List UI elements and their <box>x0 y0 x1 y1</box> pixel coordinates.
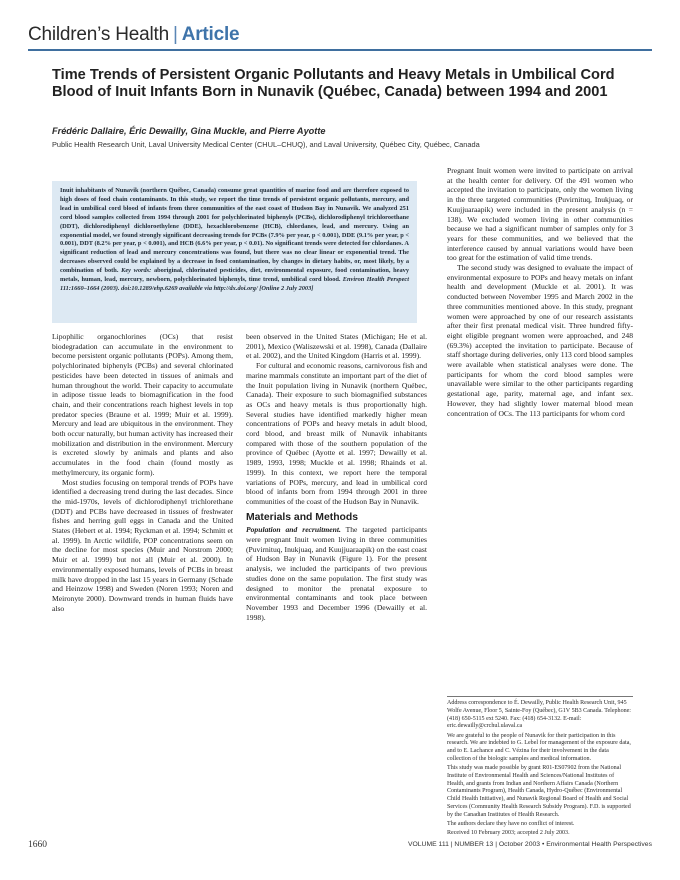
footer-journal-line: VOLUME 111 | NUMBER 13 | October 2003 • Environmental Health Perspectives <box>407 841 652 848</box>
header-rule <box>28 49 652 51</box>
footnote-funding: This study was made possible by grant R01-ES07902 from the National Institute of Environmental Health and Sciences/National Institutes of Health, and grants from Indian and Northern Affairs Canada (Northern Contaminants Program), Health Canada, Hydro-Québec (Environmental Child Health Initiative), and Nunavik Regional Board of Health and Social Services (Community Health Research Subsidy Program). F.D. is supported by the Canadian Institutes of Health Research. <box>447 765 631 818</box>
body-column-2 <box>246 332 427 622</box>
abstract-text: Inuit inhabitants of Nunavik (northern Québec, Canada) consume great quantities of marine food and are therefore exposed to high doses of food chain contaminants. In this study, we report the time trends of persistent organic pollutants, mercury, and lead in umbilical cord blood of infants from three communities of the east coast of Hudson Bay in Nunavik. We analyzed 251 cord blood samples collected from 1994 through 2001 for polychlorinated biphenyls (PCBs), dichlorodiphenyl trichloroethane (DDT), dichlorodiphenyl dichloroethylene (DDE), hexachlorobenzene (HCB), chlordanes, lead, and mercury. Using an exponential model, we found strongly significant decreasing trends for PCBs (7.9% per year, p < 0.001), DDE (9.1% per year, p < 0.001), DDT (8.2% per year, p < 0.001), and HCB (6.6% per year, p < 0.01). No significant trends were detected for chlordanes. A significant reduction of lead and mercury concentrations was found, but there was no clear linear or exponential trend. The decreases observed could be explained by a decrease in food contamination, by changes in dietary habits, or, most likely, by a combination of both. <box>60 187 409 275</box>
article-authors: Frédéric Dallaire, Éric Dewailly, Gina Muckle, and Pierre Ayotte <box>52 126 326 136</box>
article-title: Time Trends of Persistent Organic Pollutants and Heavy Metals in Umbilical Cord Blood of Inuit Infants Born in Nunavik (Québec, Canada) between 1994 and 2001 <box>52 67 615 100</box>
page-footer <box>28 840 652 852</box>
section-label: Article <box>181 24 240 45</box>
header-separator: | <box>172 24 178 45</box>
abstract-box <box>52 181 417 323</box>
body-column-1 <box>52 332 233 613</box>
paragraph: Lipophilic organochlorines (OCs) that resist biodegradation can accumulate in the environment to become persistent organic pollutants (POPs). Among them, polychlorinated biphenyls (PCBs) and several chlorinated pesticides have been detected in tissues of animals and human throughout the world. Their capacity to accumulate in adipose tissue leads to biomagnification in the food chain, and their concentrations reach highest levels in top predator species (Braune et al. 1999; Muir et al. 1999). Mercury and lead are ubiquitous in the environment. They both occur naturally, but human activity has increased their mobilization and distribution in the environment. Mercury is excreted slowly by animals and plants and also accumulates in the food chain (found mostly as methylmercury, its organic form). <box>52 332 233 477</box>
key-words: aboriginal, chlorinated pesticides, diet, environmental exposure, food contamination, heavy metals, human, lead, mercury, newborn, polychlorinated biphenyls, time trend, umbilical cord blood. <box>60 267 409 284</box>
footnote-received: Received 10 February 2003; accepted 2 July 2003. <box>447 830 570 836</box>
key-words-label: Key words: <box>121 267 152 275</box>
paragraph: been observed in the United States (Michigan; He et al. 2001), Mexico (Waliszewski et al. 1998), Canada (Dallaire et al. 2002), and the United Kingdom (Harris et al. 1999). <box>246 332 427 361</box>
paragraph: Pregnant Inuit women were invited to participate on arrival at the health center for delivery. Of the 491 women who accepted the invitation to participate, only the women living in the three targeted communities (Puvirnituq, Inukjuaq, or Kuujjuaraapik) were included in the present analysis (n = 138). We excluded women living in other communities because we had a significant number of samples only for 3 years for these communities, and we believed that the interference caused by annual variations would have been too great for the estimation of valid time trends. <box>447 166 633 263</box>
footnote-thanks: We are grateful to the people of Nunavik for their participation in this research. We are indebted to G. Lebel for management of the exposure data, and to E. Lachance and C. Vézina for their involvement in the data collection of the biologic samples and medical information. <box>447 732 631 762</box>
paragraph: The second study was designed to evaluate the impact of environmental exposure to POPs and heavy metals on infant health and development (Muckle et al. 2001). It was conducted between November 1995 and March 2002 in the three communities mentioned above. In this study, pregnant women were approached by one of our research assistants after their first prenatal medical visit. Three hundred fifty-eight eligible pregnant women were approached, and 248 (69.3%) accepted the invitation to participate. Because of staff shortage during deliveries, only 113 cord blood samples were available when statistical analyses were done. The participants for whom the cord blood samples were unavailable were similar to the other participants regarding gestational age, parity, maternal age, and infant sex. However, they had slightly lower maternal blood mean concentration of OCs. The 113 participants for whom cord <box>447 263 633 418</box>
section-heading: Materials and Methods <box>246 511 359 523</box>
journal-brand <box>28 24 652 46</box>
journal-name: Children’s Health <box>28 24 169 45</box>
footnote-address: Address correspondence to É. Dewailly, Public Health Research Unit, 945 Wolfe Avenue, Floor 5, Sainte-Foy (Québec), G1V 5B3 Canada. Telephone: (418) 650-5115 ext 5240. Fax: (418) 654-3132. E-mail: eric.dewailly@crchul.ulaval.ca <box>447 700 631 730</box>
journal-header <box>28 24 652 51</box>
footnotes <box>447 696 633 839</box>
body-column-3 <box>447 166 633 418</box>
article-affiliation: Public Health Research Unit, Laval University Medical Center (CHUL–CHUQ), and Laval University, Québec City, Québec, Canada <box>52 140 480 149</box>
run-in-heading: Population and recruitment. <box>246 525 341 535</box>
footnote-conflict: The authors declare they have no conflict of interest. <box>447 820 575 827</box>
paragraph: For cultural and economic reasons, carnivorous fish and marine mammals constitute an important part of the diet of the Inuit population living in Nunavik (northern Québec, Canada). Their exposure to such biomagnified substances as OCs and heavy metals is thus proportionally high. Several studies have identified markedly higher mean concentrations of POPs and heavy metals in adult blood, cord blood, and breast milk of Nunavik inhabitants compared with those of the southern population of the province of Québec (Ayotte et al. 1997; Dewailly et al. 1989, 1993, 1998; Muckle et al. 1998; Rhainds et al. 1999). In this context, we report here the temporal variations of POPs, mercury, and lead in umbilical cord blood of infants born from 1994 through 2001 in three communities of the coast of the Hudson Bay in Nunavik. <box>246 361 427 506</box>
paragraph: Most studies focusing on temporal trends of POPs have identified a decreasing trend during the last decades. Since the mid-1970s, levels of dichlorodiphenyl trichlorethane (DDT) and PCBs have decreased in tissues of freshwater fishes and herring gull eggs in Canada and the United States (Hebert et al. 1994; Ryckman et al. 1994; Schmitt et al. 1999). In Arctic wildlife, POP concentrations seem on the decline for most species (Muir and Norstrom 2000; Muir et al. 1999) but not all (Muir et al. 2000). In environmentally exposed humans, levels of PCBs in breast milk have dropped in the last 15 years in Germany (Schade and Heinzow 1998) and Sweden (Noren 1993; Noren and Meironyte 2000). Downward trends in human fluids have also <box>52 477 233 613</box>
paragraph <box>246 525 427 622</box>
page-number: 1660 <box>28 840 47 850</box>
citation: Environ Health Perspect 111:1660–1664 (2003). doi:10.1289/ehp.6269 available via http://dx.doi.org/ [Online 2 July 2003] <box>60 276 409 292</box>
paragraph-text: The targeted participants were pregnant Inuit women living in three communities (Puvirnituq, Inukjuaq, and Kuujjuaraapik) on the east coast of Hudson Bay in Nunavik (Figure 1). For the present analysis, we included the participants of two previous studies done on the same population. The first study was designed to monitor the prenatal exposure to environmental contaminants and took place between November 1993 and December 1996 (Dewailly et al. 1998). <box>246 525 427 622</box>
